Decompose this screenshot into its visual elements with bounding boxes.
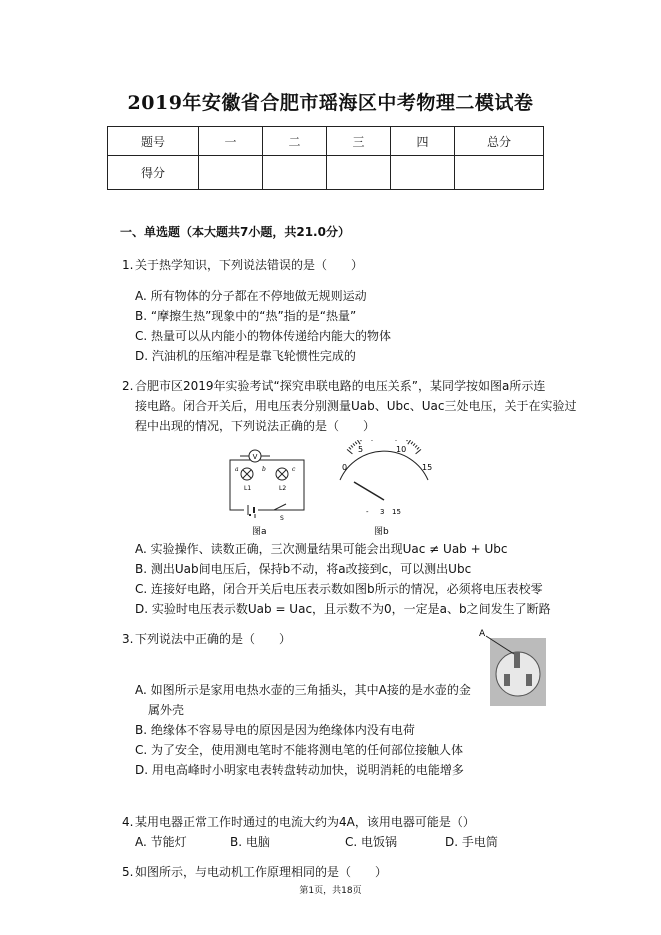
option-a: A. 如图所示是家用电热水壶的三角插头，其中A接的是水壶的金 (135, 683, 471, 697)
question-number: 4. (122, 815, 134, 829)
option-a: A. 所有物体的分子都在不停地做无规则运动 (135, 289, 367, 303)
node-label: c (292, 466, 296, 473)
table-cell (455, 156, 544, 190)
option-d: D. 用电高峰时小明家电表转盘转动加快，说明消耗的电能增多 (135, 763, 464, 777)
page-title: 2019年安徽省合肥市瑶海区中考物理二模试卷 (127, 92, 534, 114)
voltmeter-label: V (252, 453, 258, 461)
table-cell: 四 (391, 127, 455, 156)
table-cell: 得分 (108, 156, 199, 190)
dial-tick (349, 447, 351, 449)
plug-label: A (479, 629, 486, 639)
circuit-diagram (222, 446, 312, 538)
section-heading: 一、单选题（本大题共7小题，共21.0分） (120, 225, 350, 239)
table-cell (391, 156, 455, 190)
table-cell: 总分 (455, 127, 544, 156)
tick-label: 5 (358, 445, 364, 454)
terminal-label: 3 (380, 508, 385, 516)
tick-label: 10 (396, 445, 407, 454)
dial-tick (416, 449, 421, 453)
dial-tick (360, 440, 362, 441)
question-number: 1. (122, 258, 134, 272)
question-number: 3. (122, 632, 134, 646)
table-cell (327, 156, 391, 190)
option-d: D. 手电筒 (445, 835, 498, 849)
option-c: C. 连接好电路，闭合开关后电压表示数如图b所示的情况，必须将电压表校零 (135, 582, 543, 596)
lamp-label: L1 (244, 485, 252, 492)
option-b: B. 电脑 (230, 835, 270, 849)
dial-tick (408, 440, 411, 444)
tick-label: 15 (422, 463, 433, 472)
option-c: C. 电饭锅 (345, 835, 398, 849)
option-a: A. 实验操作、读数正确，三次测量结果可能会出现Uac ≠ Uab + Ubc (135, 542, 508, 556)
tick-label: 0 (342, 463, 348, 472)
option-a: A. 节能灯 (135, 835, 187, 849)
dial-tick (407, 440, 409, 441)
question-stem: 下列说法中正确的是（ ） (135, 632, 292, 646)
question-stem: 程中出现的情况，下列说法正确的是（ ） (135, 419, 376, 433)
page-footer: 第1页，共18页 (299, 886, 362, 896)
question-number: 5. (122, 865, 134, 879)
dial-tick (411, 442, 413, 444)
question-number: 2. (122, 379, 134, 393)
dial-tick (413, 443, 415, 445)
option-c: C. 为了安全，使用测电笔时不能将测电笔的任何部位接触人体 (135, 743, 464, 757)
score-table-header-row (108, 127, 544, 156)
score-table (107, 126, 544, 190)
dial-tick (353, 443, 355, 445)
option-b: B. 测出Uab间电压后，保持b不动，将a改接到c，可以测出Ubc (135, 562, 472, 576)
score-table-row (108, 156, 544, 190)
dial-tick (351, 445, 353, 447)
table-cell: 一 (199, 127, 263, 156)
dial-tick (347, 449, 352, 453)
option-b: B. 绝缘体不容易导电的原因是因为绝缘体内没有电荷 (135, 723, 415, 737)
table-cell: 题号 (108, 127, 199, 156)
option-d: D. 实验时电压表示数Uab = Uac，且示数不为0，一定是a、b之间发生了断路 (135, 602, 551, 616)
table-cell: 三 (327, 127, 391, 156)
table-cell (263, 156, 327, 190)
dial-tick (355, 442, 357, 444)
option-c: C. 热量可以从内能小的物体传递给内能大的物体 (135, 329, 392, 343)
figure-caption: 图b (374, 527, 389, 537)
dial-tick (415, 445, 417, 447)
question-stem: 如图所示，与电动机工作原理相同的是（ ） (135, 865, 388, 879)
plug-image (478, 626, 548, 708)
node-label: b (262, 466, 266, 473)
option-d: D. 汽油机的压缩冲程是靠飞轮惯性完成的 (135, 349, 356, 363)
dial-tick (370, 440, 372, 441)
question-stem: 合肥市区2019年实验考试“探究串联电路的电压关系”，某同学按如图a所示连 (135, 379, 546, 393)
terminal-label: - (366, 508, 369, 516)
dial-tick (417, 447, 419, 449)
dial-tick (357, 440, 360, 444)
question-stem: 某用电器正常工作时通过的电流大约为4A，该用电器可能是（） (135, 815, 475, 829)
node-label: a (235, 466, 239, 473)
terminal-label: 15 (392, 508, 401, 516)
figure-caption: 图a (252, 527, 267, 537)
question-stem: 关于热学知识，下列说法错误的是（ ） (135, 258, 364, 272)
lamp-label: L2 (279, 485, 287, 492)
option-b: B. “摩擦生热”现象中的“热”指的是“热量” (135, 309, 357, 323)
table-cell (199, 156, 263, 190)
option-a-continued: 属外壳 (148, 703, 185, 717)
voltmeter-dial (330, 440, 438, 538)
table-cell: 二 (263, 127, 327, 156)
switch-label: S (280, 515, 284, 522)
question-stem: 接电路。闭合开关后，用电压表分别测量Uab、Ubc、Uac三处电压，关于在实验过 (135, 399, 577, 413)
dial-tick (396, 440, 398, 441)
